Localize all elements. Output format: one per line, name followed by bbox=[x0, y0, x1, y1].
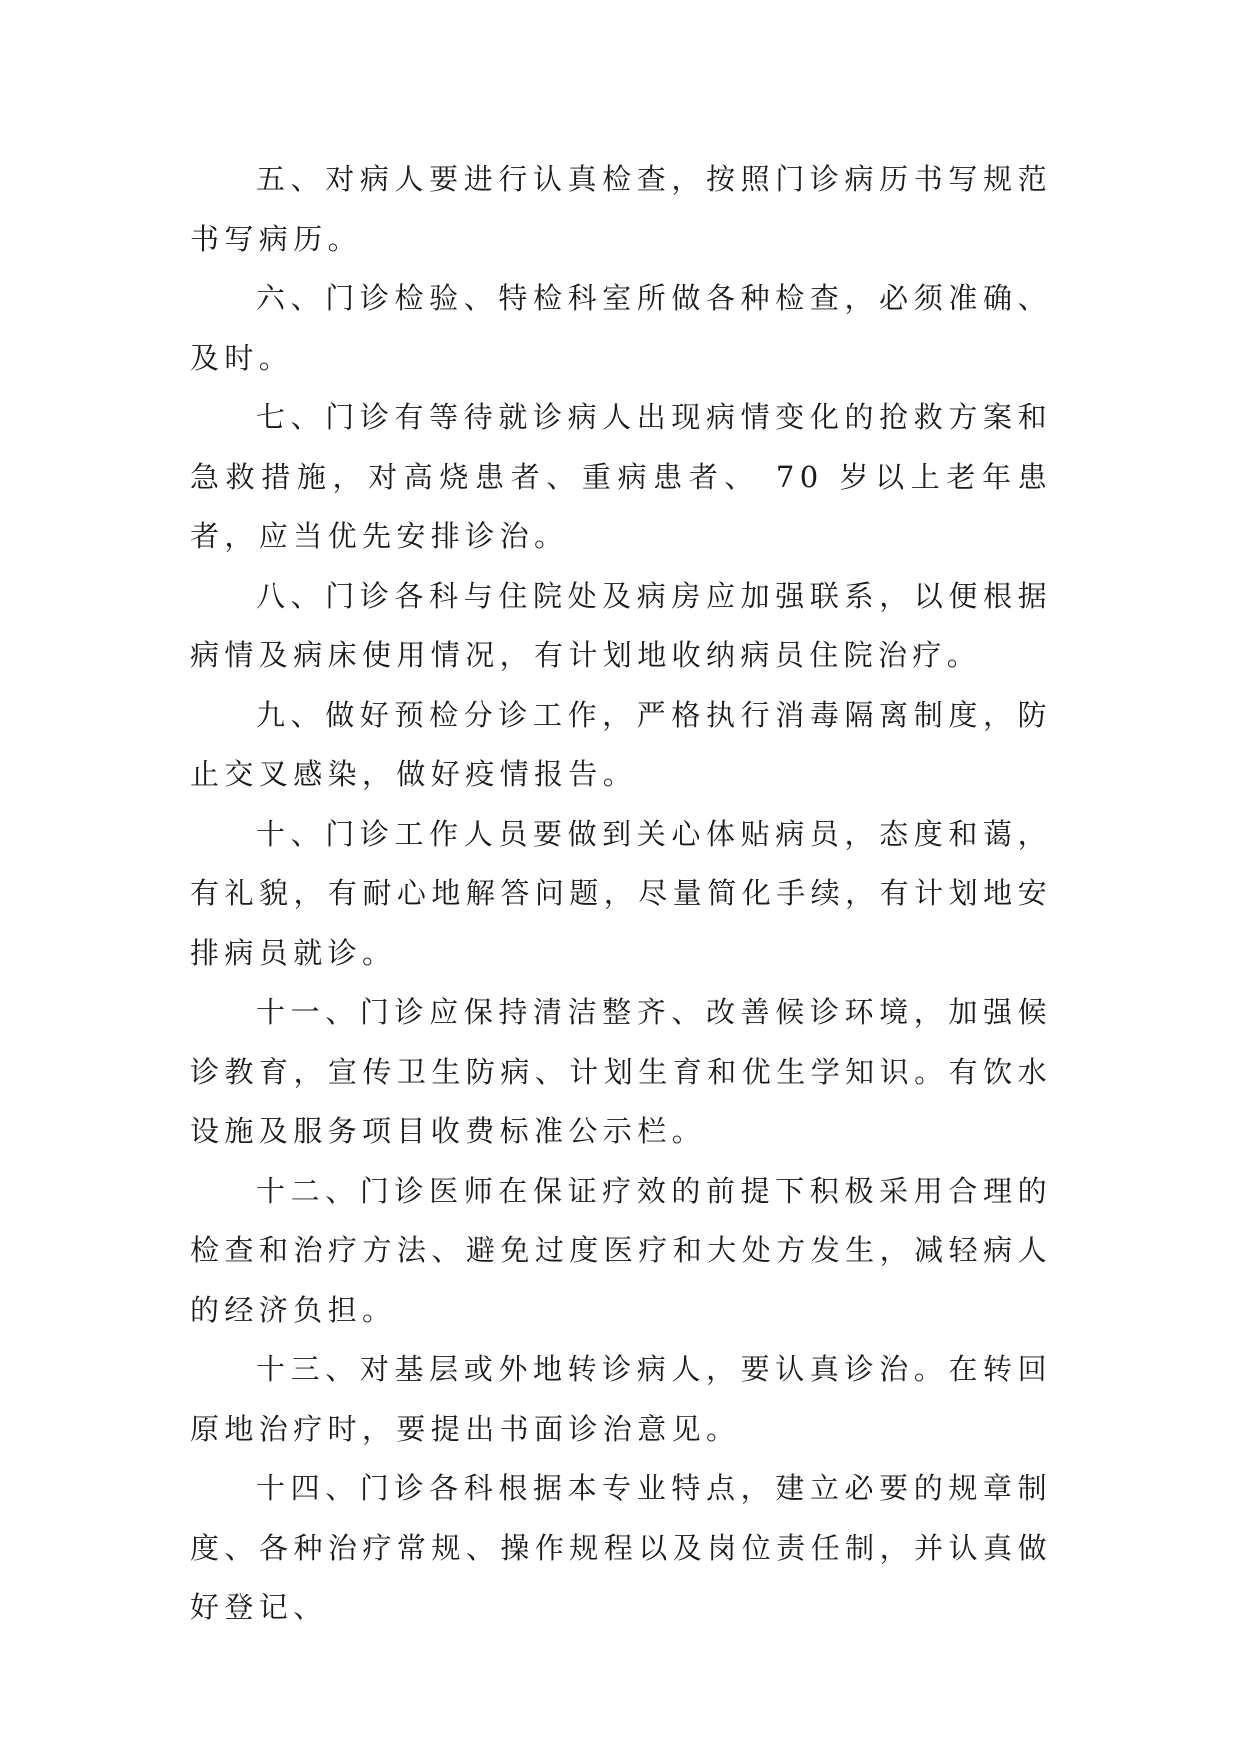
document-body bbox=[190, 150, 1052, 1638]
paragraph-rule-13: 十三、对基层或外地转诊病人，要认真诊治。在转回原地治疗时，要提出书面诊治意见。 bbox=[190, 1352, 1052, 1446]
paragraph-rule-10: 十、门诊工作人员要做到关心体贴病员，态度和蔼，有礼貌，有耐心地解答问题，尽量简化手续，有计划地安排病员就诊。 bbox=[190, 816, 1052, 970]
paragraph-rule-8: 八、门诊各科与住院处及病房应加强联系，以便根据病情及病床使用情况，有计划地收纳病员住院治疗。 bbox=[190, 578, 1052, 672]
paragraph-rule-6: 六、门诊检验、特检科室所做各种检查，必须准确、及时。 bbox=[190, 281, 1052, 375]
paragraph-rule-11: 十一、门诊应保持清洁整齐、改善候诊环境，加强候诊教育，宣传卫生防病、计划生育和优生学知识。有饮水设施及服务项目收费标准公示栏。 bbox=[190, 995, 1052, 1148]
paragraph-rule-14: 十四、门诊各科根据本专业特点，建立必要的规章制度、各种治疗常规、操作规程以及岗位责任制，并认真做好登记、 bbox=[190, 1471, 1052, 1624]
paragraph-rule-7: 七、门诊有等待就诊病人出现病情变化的抢救方案和急救措施，对高烧患者、重病患者、 70 岁以上老年患者，应当优先安排诊治。 bbox=[190, 400, 1052, 553]
paragraph-rule-12: 十二、门诊医师在保证疗效的前提下积极采用合理的检查和治疗方法、避免过度医疗和大处方发生，减轻病人的经济负担。 bbox=[190, 1173, 1052, 1327]
paragraph-rule-9: 九、做好预检分诊工作，严格执行消毒隔离制度，防止交叉感染，做好疫情报告。 bbox=[190, 697, 1052, 791]
paragraph-rule-5: 五、对病人要进行认真检查，按照门诊病历书写规范书写病历。 bbox=[190, 162, 1052, 256]
